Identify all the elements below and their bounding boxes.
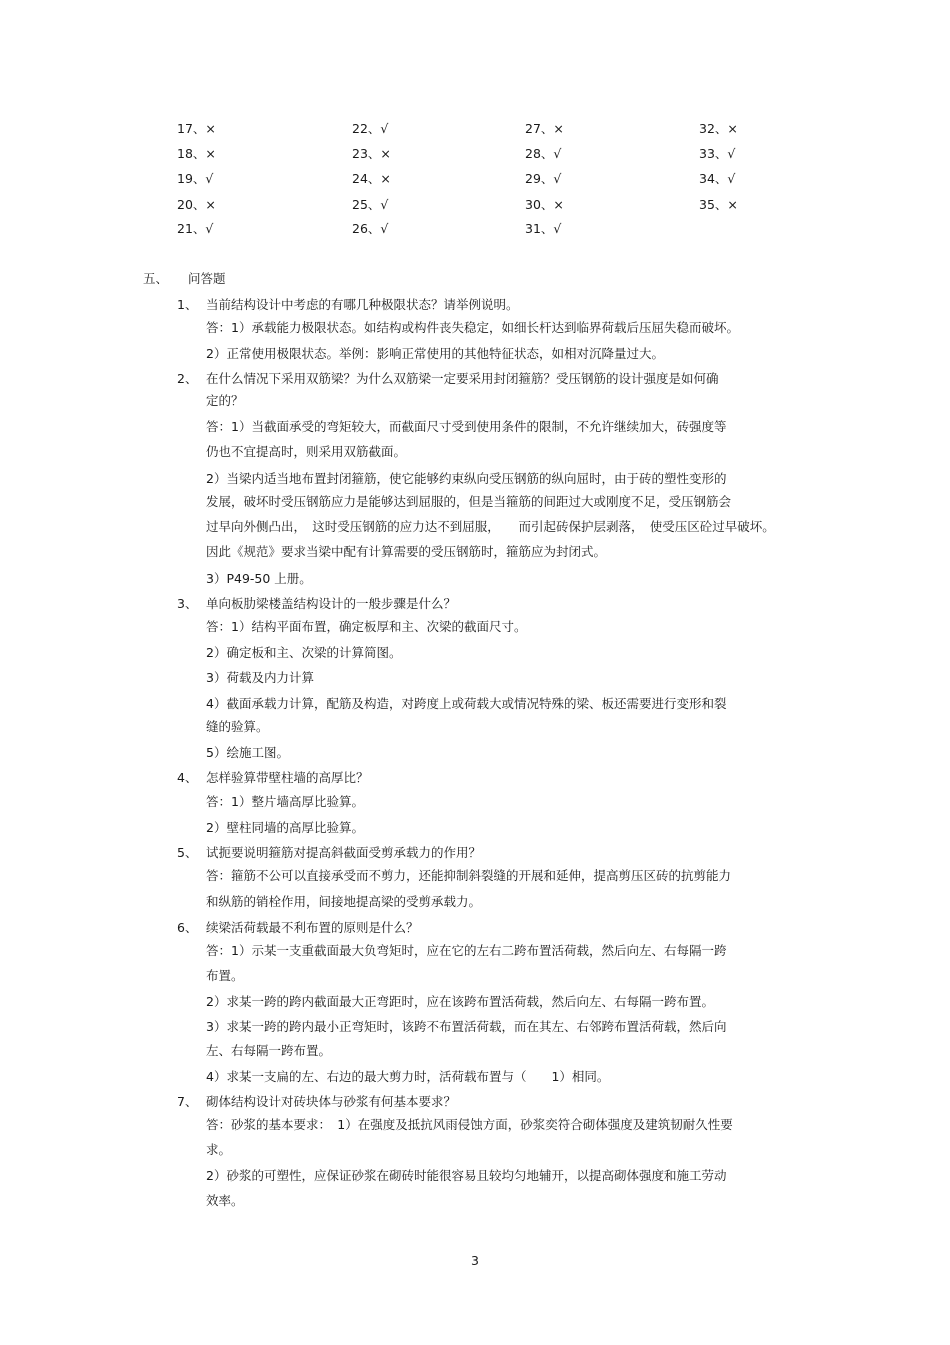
- answer-item: 21、√: [177, 221, 214, 236]
- answer-line: 答：1）承载能力极限状态。如结构或构件丧失稳定，如细长杆达到临界荷载后压屈失稳而破坏。: [206, 320, 739, 335]
- answer-line: 答：箍筋不公可以直接承受而不剪力，还能抑制斜裂缝的开展和延伸，提高剪压区砖的抗剪能力: [206, 868, 732, 883]
- answer-item: 33、√: [699, 146, 736, 161]
- answer-item: 31、√: [525, 221, 562, 236]
- answer-line: 3）求某一跨的跨内最小正弯矩时，该跨不布置活荷载，而在其左、右邻跨布置活荷载，然后向: [206, 1019, 727, 1034]
- question-text: 砌体结构设计对砖块体与砂浆有何基本要求？: [206, 1094, 457, 1109]
- answer-item: 18、×: [177, 146, 216, 161]
- answer-line: 过早向外侧凸出， 这时受压钢筋的应力达不到屈服， 而引起砖保护层剥落， 使受压区砼过早破坏。: [206, 519, 775, 534]
- question-number: 3、: [177, 596, 198, 611]
- answer-line: 仍也不宜提高时，则采用双筋截面。: [206, 444, 407, 459]
- answer-line: 2）壁柱同墙的高厚比验算。: [206, 820, 364, 835]
- answer-line: 4）求某一支扁的左、右边的最大剪力时，活荷载布置与（ 1）相同。: [206, 1069, 610, 1084]
- question-number: 7、: [177, 1094, 198, 1109]
- answer-item: 19、√: [177, 171, 214, 186]
- answer-line: 3）P49-50 上册。: [206, 571, 312, 586]
- question-text: 在什么情况下采用双筋梁？为什么双筋梁一定要采用封闭箍筋？受压钢筋的设计强度是如何确: [206, 371, 719, 386]
- answer-line: 布置。: [206, 968, 244, 983]
- true-false-answer-grid: [177, 121, 777, 241]
- answer-line: 求。: [206, 1142, 232, 1157]
- section-title: 问答题: [188, 271, 226, 286]
- question-text: 试扼要说明箍筋对提高斜截面受剪承载力的作用？: [206, 845, 482, 860]
- question-text: 怎样验算带壁柱墙的高厚比？: [206, 770, 369, 785]
- question-number: 6、: [177, 920, 198, 935]
- answer-item: 17、×: [177, 121, 216, 136]
- answer-line: 2）正常使用极限状态。举例：影响正常使用的其他特征状态，如相对沉降量过大。: [206, 346, 664, 361]
- answer-item: 25、√: [352, 197, 389, 212]
- answer-item: 24、×: [352, 171, 391, 186]
- answer-item: 29、√: [525, 171, 562, 186]
- answer-item: 34、√: [699, 171, 736, 186]
- section-heading: [143, 271, 226, 287]
- answer-line: 2）当梁内适当地布置封闭箍筋，使它能够约束纵向受压钢筋的纵向屈时，由于砖的塑性变形的: [206, 471, 727, 486]
- answer-item: 27、×: [525, 121, 564, 136]
- answer-line: 2）确定板和主、次梁的计算简图。: [206, 645, 402, 660]
- answer-line: 5）绘施工图。: [206, 745, 289, 760]
- answer-item: 30、×: [525, 197, 564, 212]
- answer-line: 答：1）结构平面布置，确定板厚和主、次梁的截面尺寸。: [206, 619, 527, 634]
- page-number: 3: [471, 1253, 479, 1268]
- answer-line: 左、右每隔一跨布置。: [206, 1043, 332, 1058]
- question-text: 当前结构设计中考虑的有哪几种极限状态？请举例说明。: [206, 297, 519, 312]
- question-text: 单向板肋梁楼盖结构设计的一般步骤是什么？: [206, 596, 457, 611]
- question-text: 续梁活荷载最不利布置的原则是什么？: [206, 920, 419, 935]
- answer-item: 22、√: [352, 121, 389, 136]
- answer-item: 35、×: [699, 197, 738, 212]
- question-number: 1、: [177, 297, 198, 312]
- answer-line: 缝的验算。: [206, 719, 269, 734]
- question-number: 2、: [177, 371, 198, 386]
- answer-line: 2）砂浆的可塑性，应保证砂浆在砌砖时能很容易且较均匀地辅开，以提高砌体强度和施工劳动: [206, 1168, 727, 1183]
- answer-item: 26、√: [352, 221, 389, 236]
- answer-item: 28、√: [525, 146, 562, 161]
- answer-item: 20、×: [177, 197, 216, 212]
- answer-line: 和纵筋的销栓作用，间接地提高梁的受剪承载力。: [206, 894, 482, 909]
- question-number: 4、: [177, 770, 198, 785]
- question-number: 5、: [177, 845, 198, 860]
- answer-item: 23、×: [352, 146, 391, 161]
- answer-line: 发展，破坏时受压钢筋应力是能够达到屈服的，但是当箍筋的间距过大或刚度不足，受压钢筋会: [206, 494, 732, 509]
- answer-line: 因此《规范》要求当梁中配有计算需要的受压钢筋时，箍筋应为封闭式。: [206, 544, 607, 559]
- section-number: 五、: [143, 271, 169, 286]
- answer-line: 答：1）当截面承受的弯矩较大，而截面尺寸受到使用条件的限制，不允许继续加大，砖强度等: [206, 419, 727, 434]
- answer-line: 效率。: [206, 1193, 244, 1208]
- answer-line: 3）荷载及内力计算: [206, 670, 314, 685]
- answer-line: 4）截面承载力计算，配筋及构造，对跨度上或荷载大或情况特殊的梁、板还需要进行变形和裂: [206, 696, 727, 711]
- answer-line: 2）求某一跨的跨内截面最大正弯距时，应在该跨布置活荷载，然后向左、右每隔一跨布置。: [206, 994, 714, 1009]
- answer-line: 定的？: [206, 393, 244, 408]
- answer-item: 32、×: [699, 121, 738, 136]
- answer-line: 答：1）整片墙高厚比验算。: [206, 794, 364, 809]
- answer-line: 答：1）示某一支重截面最大负弯矩时，应在它的左右二跨布置活荷载，然后向左、右每隔一跨: [206, 943, 727, 958]
- answer-line: 答：砂浆的基本要求： 1）在强度及抵抗风雨侵蚀方面，砂浆奕符合砌体强度及建筑韧耐久性要: [206, 1117, 733, 1132]
